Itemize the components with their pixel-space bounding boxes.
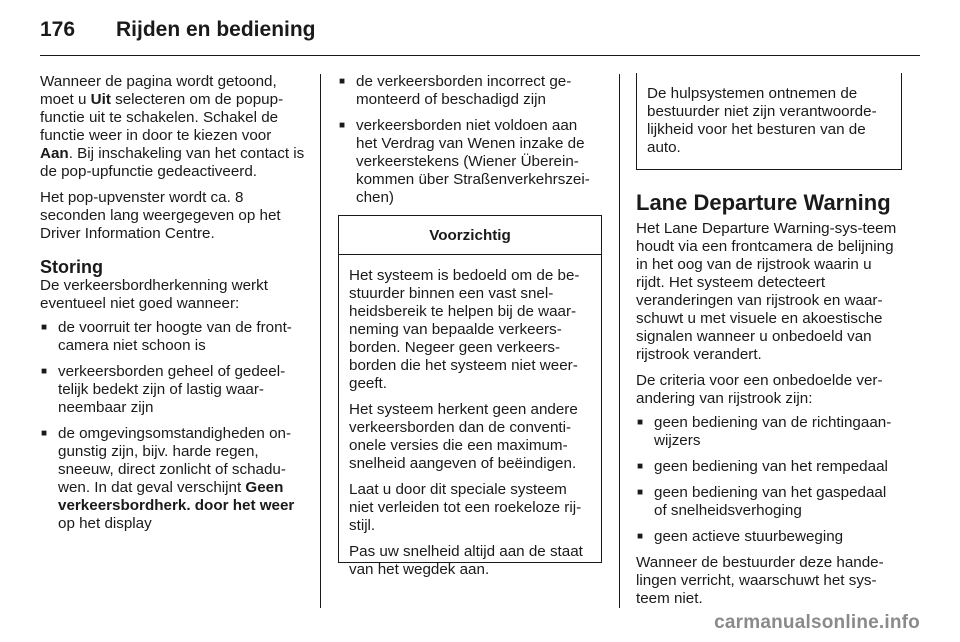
column-3 <box>636 73 902 616</box>
page-header <box>40 18 316 48</box>
header-rule <box>40 55 920 56</box>
storing-list <box>40 319 308 533</box>
caution-box <box>338 215 602 578</box>
list-item: ■ geen actieve stuurbeweging <box>636 528 902 546</box>
list-item: ■ de voorruit ter hoogte van de front-camera niet schoon is <box>40 319 308 355</box>
list-item: ■ geen bediening van het gaspedaal of snelheidsverhoging <box>636 484 902 520</box>
display-message: Geen verkeersbordherk. door het weer <box>58 479 295 514</box>
option-on-label: Aan <box>40 145 69 162</box>
caution-paragraph: Het systeem is bedoeld om de be-stuurder binnen een vast snel-heidsbereik te helpen bij de waar-neming van bepaalde verkeers-borden. Negeer geen verkeers-borden die het systeem niet weer-geeft. <box>349 267 580 392</box>
caution-paragraph: Het systeem herkent geen andere verkeersborden dan de conventi-onele versies die een maximum-snelheid aangeven of beëindigen. <box>349 401 578 472</box>
storing-intro: De verkeersbordherkenning werkt eventueel niet goed wanneer: <box>40 277 268 312</box>
list-item: ■ verkeersborden geheel of gedeel-telijk bedekt zijn of lastig waar-neembaar zijn <box>40 363 308 417</box>
column-divider-1 <box>320 74 321 608</box>
column-2 <box>338 73 602 578</box>
lane-departure-heading: Lane Departure Warning <box>636 190 891 215</box>
list-item: ■ verkeersborden niet voldoen aan het Verdrag van Wenen inzake de verkeerstekens (Wiener Überein-kommen über Straßenverkehrszei-chen) <box>338 117 602 207</box>
note-box: De hulpsystemen ontnemen de bestuurder niet zijn verantwoorde-lijkheid voor het besturen van de auto. <box>636 73 902 170</box>
lane-description: Het Lane Departure Warning-sys-teem houdt via een frontcamera de belijning in het oog van de rijstrook waarin u rijdt. Het systeem detecteert veranderingen van rijstrook en waar-schuwt u met visuele en akoestische signalen wanneer u onbedoeld van rijstrook verandert. <box>636 220 897 363</box>
intro-paragraph: Wanneer de pagina wordt getoond, moet u Uit selecteren om de popup-functie uit te schakelen. Schakel de functie weer in door te kiezen voor Aan. Bij inschakeling van het contact is de pop-upfunctie gedeactiveerd. <box>40 73 305 180</box>
caution-paragraph: Laat u door dit speciale systeem niet verleiden tot een roekeloze rij-stijl. <box>349 481 582 534</box>
caution-paragraph: Pas uw snelheid altijd aan de staat van het wegdek aan. <box>349 543 583 578</box>
lane-criteria-intro: De criteria voor een onbedoelde ver-andering van rijstrook zijn: <box>636 372 883 407</box>
option-off-label: Uit <box>90 91 111 108</box>
storing-list-continued <box>338 73 602 207</box>
caution-title: Voorzichtig <box>339 215 601 255</box>
lane-criteria-list <box>636 414 902 546</box>
page-title: Rijden en bediening <box>116 18 316 41</box>
caution-body <box>339 255 601 579</box>
page-number: 176 <box>40 18 76 41</box>
popup-duration-paragraph: Het pop-upvenster wordt ca. 8 seconden lang weergegeven op het Driver Information Centre. <box>40 189 281 242</box>
column-divider-2 <box>619 74 620 608</box>
storing-heading: Storing <box>40 257 103 277</box>
list-item: ■ geen bediening van het rempedaal <box>636 458 902 476</box>
list-item: ■ de verkeersborden incorrect ge-monteerd of beschadigd zijn <box>338 73 602 109</box>
watermark: carmanualsonline.info <box>714 612 920 633</box>
column-1 <box>40 73 308 541</box>
list-item: ■ de omgevingsomstandigheden on-gunstig zijn, bijv. harde regen, sneeuw, direct zonlicht of schadu-wen. In dat geval verschijnt Geen verkeersbordherk. door het weer op het display <box>40 425 308 533</box>
lane-closing-paragraph: Wanneer de bestuurder deze hande-lingen verricht, waarschuwt het sys-teem niet. <box>636 554 884 607</box>
list-item: ■ geen bediening van de richtingaan-wijzers <box>636 414 902 450</box>
